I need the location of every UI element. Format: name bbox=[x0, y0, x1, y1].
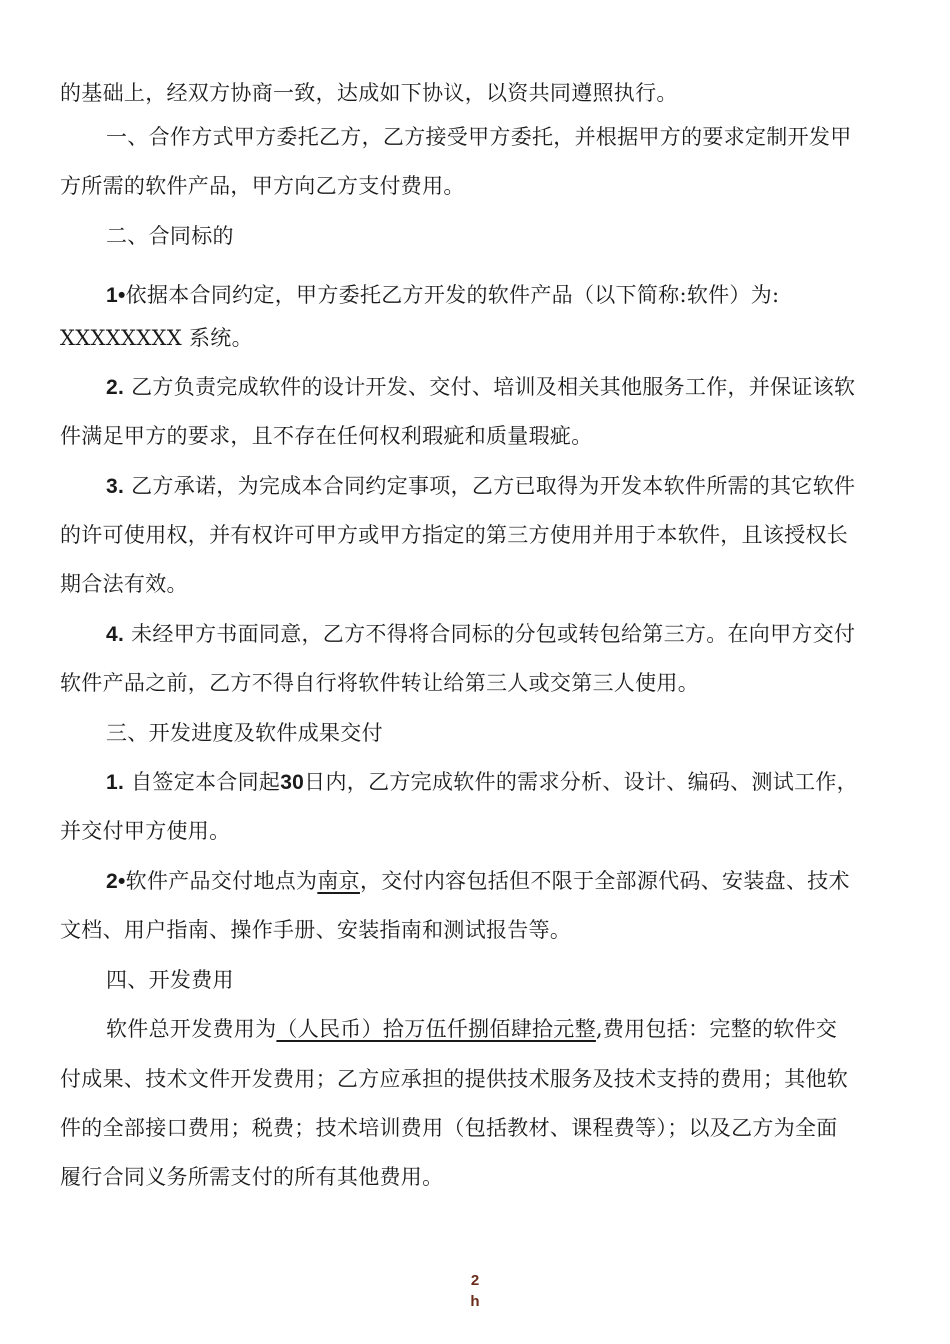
section-1-cooperation: 一、合作方式甲方委托乙方，乙方接受甲方委托，并根据甲方的要求定制开发甲 bbox=[106, 125, 852, 149]
paragraph-line: 并交付甲方使用。 bbox=[60, 819, 231, 843]
page-number: 2 bbox=[470, 1272, 480, 1289]
clause-text: 软件产品交付地点为 bbox=[125, 869, 318, 893]
clause-text: 乙方负责完成软件的设计开发、交付、培训及相关其他服务工作，并保证该软 bbox=[124, 375, 856, 399]
clause-number: 4. bbox=[106, 623, 125, 646]
fee-amount: （人民币）拾万伍仟捌佰肆拾元整 bbox=[276, 1017, 596, 1041]
clause-text: 自签定本合同起 bbox=[124, 770, 281, 794]
clause-3-1 bbox=[106, 767, 890, 798]
clause-2-1 bbox=[106, 280, 890, 311]
paragraph-line: 期合法有效。 bbox=[60, 572, 188, 596]
section-4-heading: 四、开发费用 bbox=[106, 968, 234, 992]
days-value: 30 bbox=[280, 771, 305, 794]
paragraph-line: 履行合同义务所需支付的所有其他费用。 bbox=[60, 1165, 444, 1189]
delivery-place: 南京 bbox=[317, 869, 360, 893]
paragraph-line: 件的全部接口费用；税费；技术培训费用（包括教材、课程费等）；以及乙方为全面 bbox=[60, 1116, 838, 1140]
clause-text: 未经甲方书面同意，乙方不得将合同标的分包或转包给第三方。在向甲方交付 bbox=[124, 622, 856, 646]
section-3-heading: 三、开发进度及软件成果交付 bbox=[106, 721, 383, 745]
paragraph-line: 的基础上，经双方协商一致，达成如下协议，以资共同遵照执行。 bbox=[60, 81, 678, 105]
clause-2-2 bbox=[106, 372, 890, 403]
page-footer-suffix: h bbox=[470, 1293, 480, 1310]
clause-text: 依据本合同约定，甲方委托乙方开发的软件产品（以下简称:软件）为: bbox=[125, 283, 780, 307]
paragraph-line: XXXXXXXX 系统。 bbox=[60, 326, 253, 350]
clause-text: ,费用包括：完整的软件交 bbox=[595, 1017, 838, 1041]
clause-text: 日内，乙方完成软件的需求分析、设计、编码、测试工作， bbox=[304, 770, 858, 794]
clause-number: 3. bbox=[106, 475, 125, 498]
clause-2-4 bbox=[106, 619, 890, 650]
paragraph-line: 文档、用户指南、操作手册、安装指南和测试报告等。 bbox=[60, 918, 572, 942]
clause-text: ，交付内容包括但不限于全部源代码、安装盘、技术 bbox=[359, 869, 850, 893]
clause-number: 1. bbox=[106, 771, 125, 794]
section-2-heading: 二、合同标的 bbox=[106, 224, 234, 248]
paragraph-line: 方所需的软件产品，甲方向乙方支付费用。 bbox=[60, 174, 465, 198]
clause-text: 软件总开发费用为 bbox=[106, 1017, 277, 1041]
paragraph-line: 付成果、技术文件开发费用；乙方应承担的提供技术服务及技术支持的费用；其他软 bbox=[60, 1067, 849, 1091]
fee-clause bbox=[106, 1014, 890, 1044]
clause-number: 2. bbox=[106, 376, 125, 399]
clause-number: 1• bbox=[106, 284, 126, 307]
clause-number: 2• bbox=[106, 870, 126, 893]
paragraph-line: 件满足甲方的要求，且不存在任何权利瑕疵和质量瑕疵。 bbox=[60, 424, 593, 448]
paragraph-line: 的许可使用权，并有权许可甲方或甲方指定的第三方使用并用于本软件，且该授权长 bbox=[60, 523, 849, 547]
clause-2-3 bbox=[106, 471, 890, 502]
clause-3-2 bbox=[106, 866, 890, 897]
paragraph-line: 软件产品之前，乙方不得自行将软件转让给第三人或交第三人使用。 bbox=[60, 671, 699, 695]
clause-text: 乙方承诺，为完成本合同约定事项，乙方已取得为开发本软件所需的其它软件 bbox=[124, 474, 856, 498]
